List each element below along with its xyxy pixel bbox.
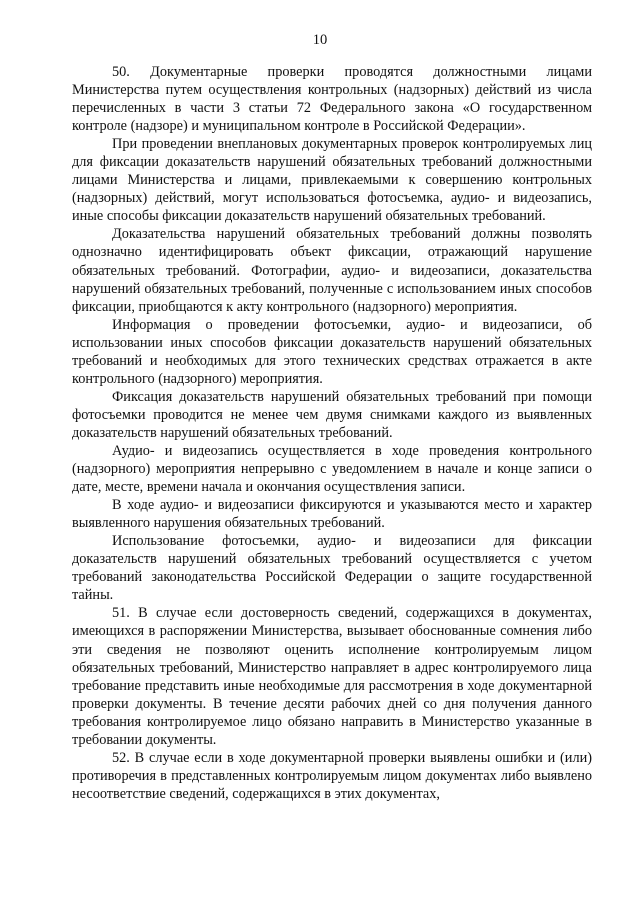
paragraph-50: 50. Документарные проверки проводятся должностными лицами Министерства путем осуществления контрольных (надзорных) действий из числа перечисленных в части 3 статьи 72 Федерального закона «О государственном контроле (надзоре) и муниципальном контроле в Российской Федерации».: [72, 64, 592, 135]
paragraph-photo-snapshots: Фиксация доказательств нарушений обязательных требований при помощи фотосъемки проводится не менее чем двумя снимками каждого из выявленных доказательств нарушений обязательных требований.: [72, 388, 592, 441]
paragraph-evidence-requirements: Доказательства нарушений обязательных требований должны позволять однозначно идентифицировать объект фиксации, отражающий нарушение обязательных требований. Фотографии, аудио- и видеозаписи, доказательства нарушений обязательных требований, полученные с использованием иных способов фиксации, приобщаются к акту контрольного (надзорного) мероприятия.: [72, 226, 592, 315]
paragraph-photo-fixation: При проведении внеплановых документарных проверок контролируемых лиц для фиксации доказательств нарушений обязательных требований должностными лицами Министерства и лицами, привлекаемыми к совершению контрольных (надзорных) действий, могут использоваться фотосъемка, аудио- и видеозапись, иные способы фиксации доказательств нарушений обязательных требований.: [72, 136, 592, 225]
paragraph-state-secret: Использование фотосъемки, аудио- и видеозаписи для фиксации доказательств нарушений обязательных требований осуществляется с учетом требований законодательства Российской Федерации о защите государственной тайны.: [72, 533, 592, 604]
paragraph-recording-content: В ходе аудио- и видеозаписи фиксируются и указываются место и характер выявленного нарушения обязательных требований.: [72, 497, 592, 532]
paragraph-52: 52. В случае если в ходе документарной проверки выявлены ошибки и (или) противоречия в представленных контролируемым лицом документах либо выявлено несоответствие сведений, содержащихся в этих документах,: [72, 749, 592, 802]
page-number: 10: [312, 32, 328, 48]
paragraph-51: 51. В случае если достоверность сведений, содержащихся в документах, имеющихся в распоряжении Министерства, вызывает обоснованные сомнения либо эти сведения не позволяют оценить исполнение контролируемым лицом обязательных требований, Министерство направляет в адрес контролируемого лица требование представить иные необходимые для рассмотрения в ходе документарной проверки документы. В течение десяти рабочих дней со дня получения данного требования контролируемое лицо обязано направить в Министерство указанные в требовании документы.: [72, 605, 592, 748]
paragraph-act-information: Информация о проведении фотосъемки, аудио- и видеозаписи, об использовании иных способов фиксации доказательств нарушений обязательных требований и необходимых для этого технических средствах отражается в акте контрольного (надзорного) мероприятия.: [72, 316, 592, 387]
paragraph-audio-video-recording: Аудио- и видеозапись осуществляется в ходе проведения контрольного (надзорного) мероприятия непрерывно с уведомлением в начале и конце записи о дате, месте, времени начала и окончания осуществления записи.: [72, 442, 592, 496]
document-body: [72, 63, 592, 803]
